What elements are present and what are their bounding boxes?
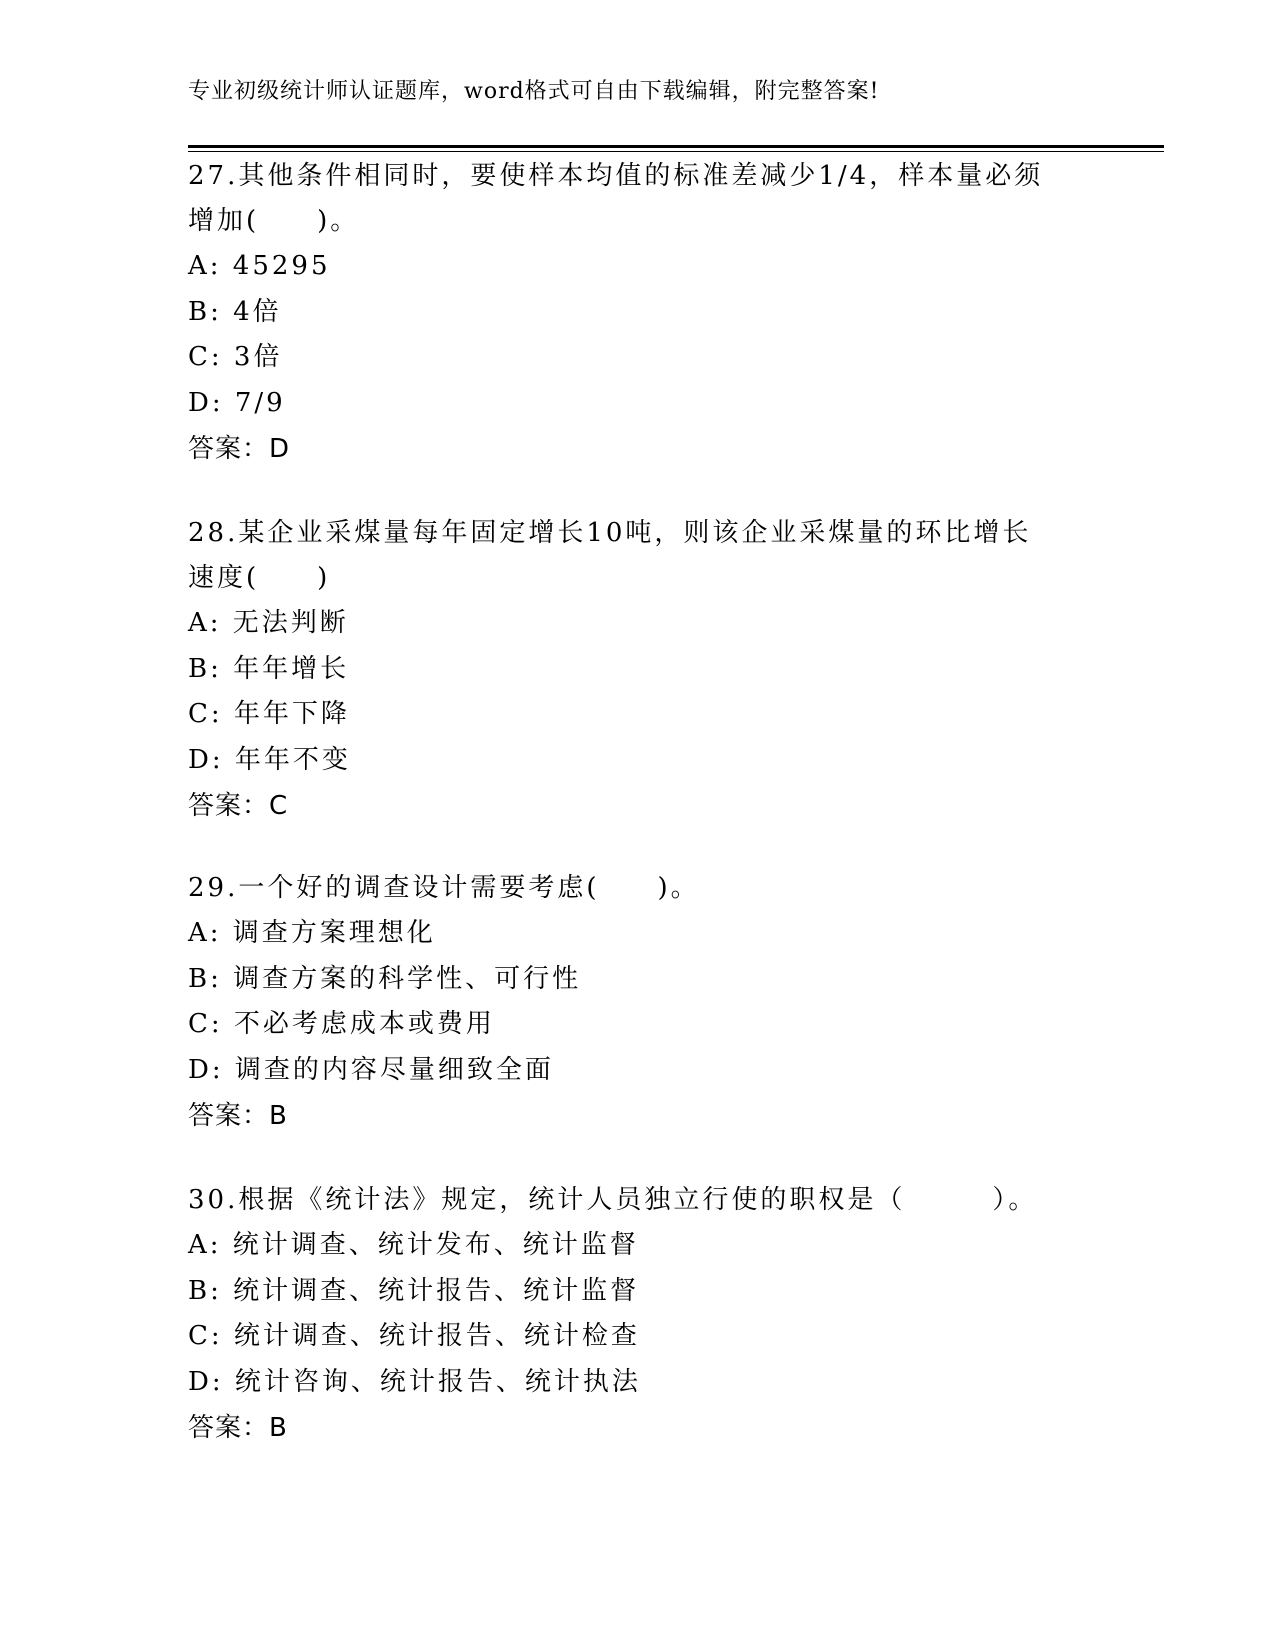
option-c: C: 统计调查、统计报告、统计检查 xyxy=(188,1321,640,1351)
answer: 答案：C xyxy=(188,791,289,821)
option-a: A: 统计调查、统计发布、统计监督 xyxy=(188,1230,639,1260)
option-b: B: 调查方案的科学性、可行性 xyxy=(188,963,582,994)
question-stem: 30.根据《统计法》规定，统计人员独立行使的职权是（ ）。 xyxy=(188,1185,1038,1215)
option-a: A: 45295 xyxy=(188,251,331,281)
question-27 xyxy=(188,154,1088,472)
option-d: D: 7/9 xyxy=(188,387,286,418)
header-divider xyxy=(188,145,1164,148)
question-stem: 27.其他条件相同时，要使样本均值的标准差减少1/4，样本量必须增加( )。 xyxy=(188,161,1044,236)
option-d: D: 统计咨询、统计报告、统计执法 xyxy=(188,1366,641,1397)
option-c: C: 不必考虑成本或费用 xyxy=(188,1009,495,1039)
option-c: C: 3倍 xyxy=(188,342,283,372)
question-stem: 29.一个好的调查设计需要考虑( )。 xyxy=(188,873,700,903)
option-b: B: 4倍 xyxy=(188,296,282,327)
answer: 答案：B xyxy=(188,1101,288,1131)
question-30 xyxy=(188,1178,1088,1451)
option-d: D: 调查的内容尽量细致全面 xyxy=(188,1054,554,1085)
page-header: 专业初级统计师认证题库，word格式可自由下载编辑，附完整答案! xyxy=(188,79,880,104)
option-b: B: 统计调查、统计报告、统计监督 xyxy=(188,1275,640,1306)
option-c: C: 年年下降 xyxy=(188,699,350,729)
option-d: D: 年年不变 xyxy=(188,744,351,775)
header-divider-thin xyxy=(188,151,1164,152)
option-b: B: 年年增长 xyxy=(188,653,350,684)
answer: 答案：B xyxy=(188,1413,288,1443)
answer: 答案：D xyxy=(188,434,291,464)
question-stem: 28.某企业采煤量每年固定增长10吨，则该企业采煤量的环比增长速度( ) xyxy=(188,518,1032,593)
option-a: A: 无法判断 xyxy=(188,608,349,638)
question-29 xyxy=(188,866,1088,1139)
option-a: A: 调查方案理想化 xyxy=(188,918,436,948)
question-28 xyxy=(188,511,1088,829)
